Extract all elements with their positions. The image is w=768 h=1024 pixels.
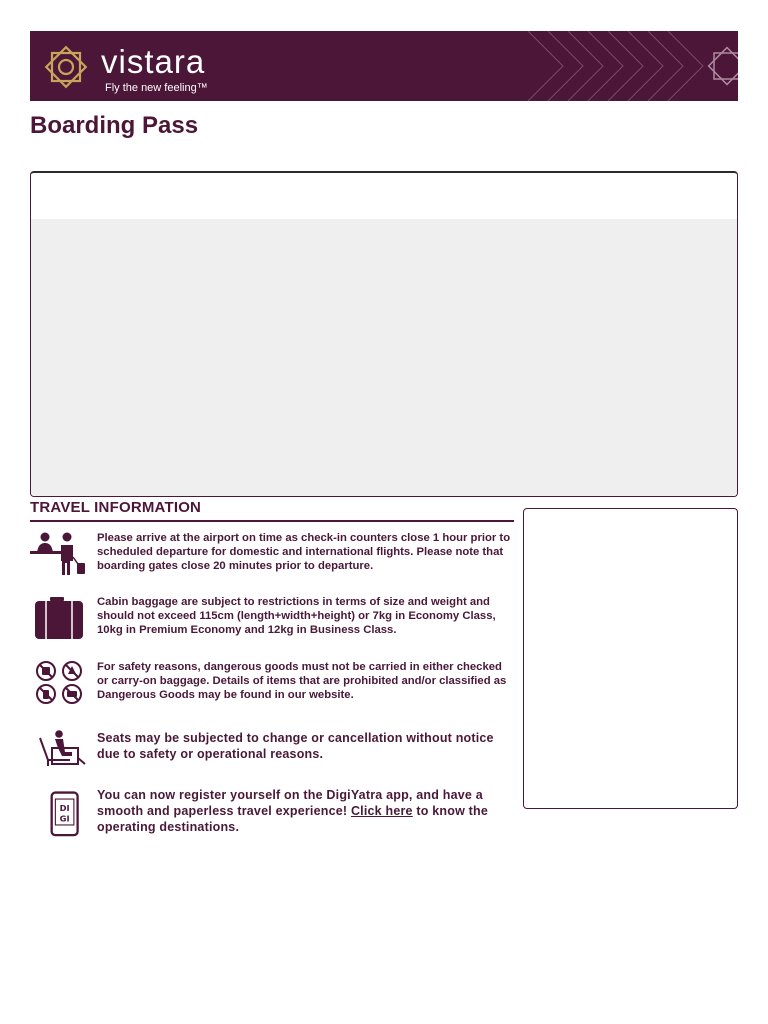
boarding-pass-card (30, 171, 738, 497)
header-banner (30, 31, 738, 101)
check-in-info-text: Please arrive at the airport on time as check-in counters close 1 hour prior to scheduled departure for domestic and international flights. Please note that boarding gates close 20 minutes prior to departure. (97, 532, 511, 572)
seat-change-info-text: Seats may be subjected to change or cancellation without notice due to safety or operational reasons. (97, 731, 494, 761)
digiyatra-info-text (97, 787, 512, 835)
cabin-baggage-info-text: Cabin baggage are subject to restrictions in terms of size and weight and should not exceed 115cm (length+width+height) or 7kg in Economy Class, 10kg in Premium Economy and 12kg in Business Class. (97, 596, 496, 636)
svg-text:DI: DI (59, 803, 70, 814)
page-title: Boarding Pass (30, 112, 199, 139)
brand-wordmark: vistara (101, 43, 206, 80)
seat-change-icon (30, 730, 90, 780)
digiyatra-app-icon (30, 787, 90, 837)
travel-information-divider (30, 520, 514, 522)
cabin-baggage-icon (30, 595, 90, 645)
side-info-panel (523, 508, 738, 809)
dangerous-goods-info-text: For safety reasons, dangerous goods must not be carried in either checked or carry-on baggage. Details of items that are prohibited and/or classified as Dangerous Goods may be found in our website. (97, 661, 507, 701)
dangerous-goods-icon (30, 660, 90, 710)
boarding-pass-details-area (31, 219, 737, 496)
brand-tagline: Fly the new feeling™ (105, 82, 208, 94)
decorative-pattern-icon (518, 31, 738, 101)
digiyatra-text-before: You can now register yourself on the DigiYatra app, and have a smooth and paperless travel experience! (97, 788, 483, 818)
check-in-counter-icon (30, 531, 90, 581)
svg-text:GI: GI (59, 813, 70, 824)
travel-information-heading: TRAVEL INFORMATION (30, 499, 202, 516)
digiyatra-click-here-link[interactable]: Click here (350, 804, 413, 818)
vistara-logo-icon (38, 39, 94, 95)
digiyatra-text-after: to know the operating destinations. (97, 804, 489, 834)
